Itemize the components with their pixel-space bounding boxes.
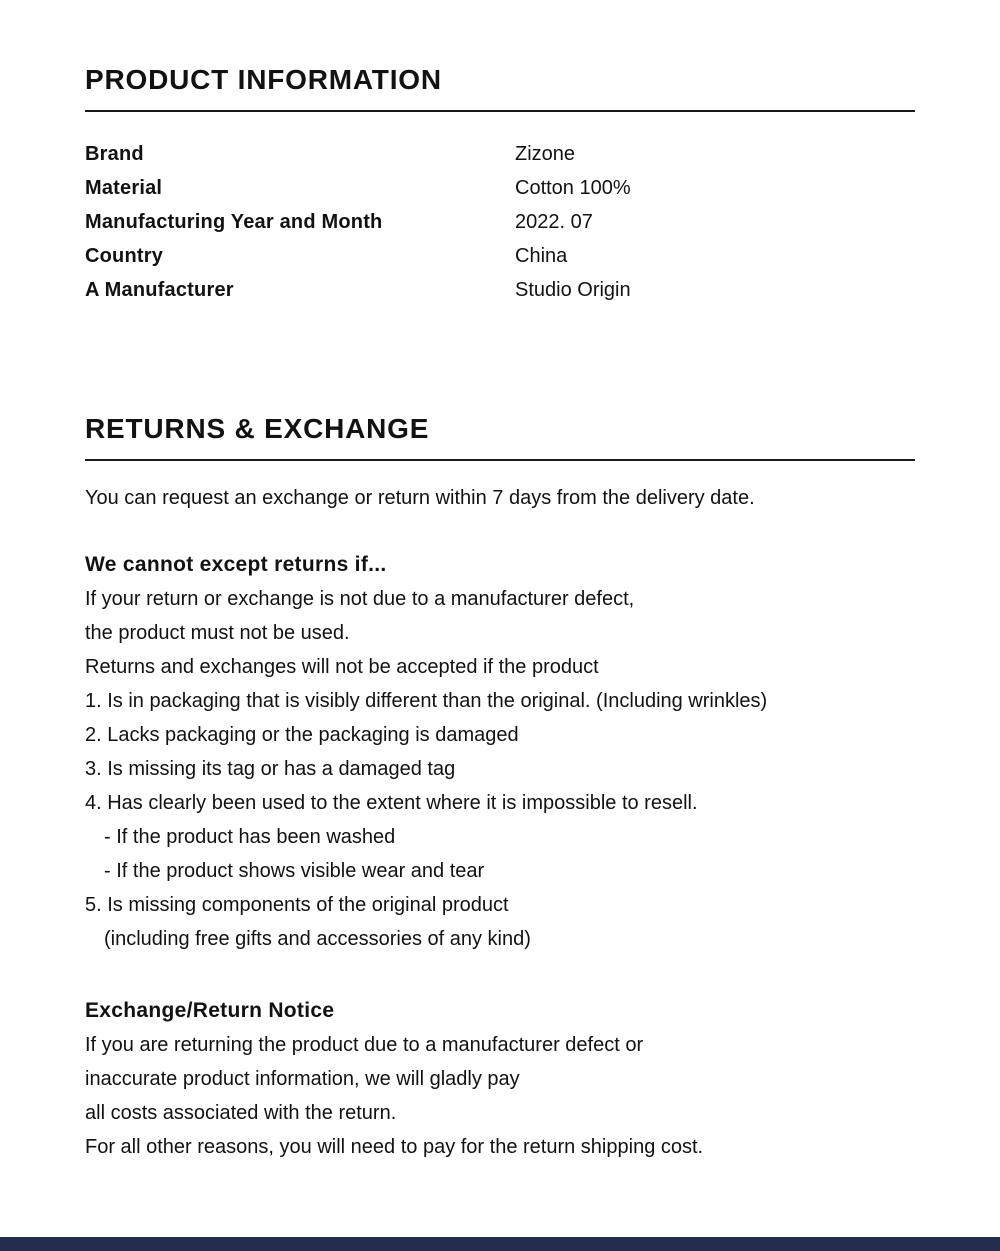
spec-row-brand [85,137,915,171]
returns-exchange-section [85,413,915,1164]
condition-line: 4. Has clearly been used to the extent where it is impossible to resell. [85,792,698,814]
condition-line: 5. Is missing components of the original product [85,894,509,916]
spec-label: Country [85,245,164,267]
returns-intro-text: You can request an exchange or return within 7 days from the delivery date. [85,487,755,509]
returns-exchange-title: RETURNS & EXCHANGE [85,413,430,444]
spec-label: A Manufacturer [85,279,234,301]
spec-row-material [85,171,915,205]
notice-line: inaccurate product information, we will gladly pay [85,1068,520,1090]
notice-line: all costs associated with the return. [85,1102,397,1124]
exchange-return-notice-text [85,1028,915,1164]
condition-line: Returns and exchanges will not be accepted if the product [85,656,599,678]
bottom-accent-bar [0,1237,1000,1251]
product-spec-table [85,137,915,307]
product-information-section [85,64,915,307]
condition-subline: (including free gifts and accessories of any kind) [104,928,531,950]
condition-line: the product must not be used. [85,622,350,644]
condition-line: 1. Is in packaging that is visibly different than the original. (Including wrinkles) [85,690,768,712]
spec-label: Brand [85,143,144,165]
section-divider [85,459,915,461]
spec-label: Material [85,177,163,199]
condition-line: 2. Lacks packaging or the packaging is damaged [85,724,519,746]
spec-value: Studio Origin [515,279,631,301]
spec-value: 2022. 07 [515,211,593,233]
spec-row-country [85,239,915,273]
cannot-return-conditions [85,582,915,956]
condition-subline: - If the product has been washed [104,826,396,848]
condition-subline: - If the product shows visible wear and tear [104,860,485,882]
spec-value: Cotton 100% [515,177,631,199]
section-divider [85,110,915,112]
exchange-return-notice-heading: Exchange/Return Notice [85,999,335,1022]
spec-label: Manufacturing Year and Month [85,211,383,233]
spec-row-manufacturer [85,273,915,307]
spec-row-manufacturing-date [85,205,915,239]
product-information-title: PRODUCT INFORMATION [85,64,442,95]
notice-line: For all other reasons, you will need to pay for the return shipping cost. [85,1136,704,1158]
cannot-return-heading: We cannot except returns if... [85,553,387,576]
condition-line: If your return or exchange is not due to a manufacturer defect, [85,588,635,610]
notice-line: If you are returning the product due to a manufacturer defect or [85,1034,644,1056]
spec-value: Zizone [515,143,576,165]
spec-value: China [515,245,568,267]
condition-line: 3. Is missing its tag or has a damaged tag [85,758,456,780]
